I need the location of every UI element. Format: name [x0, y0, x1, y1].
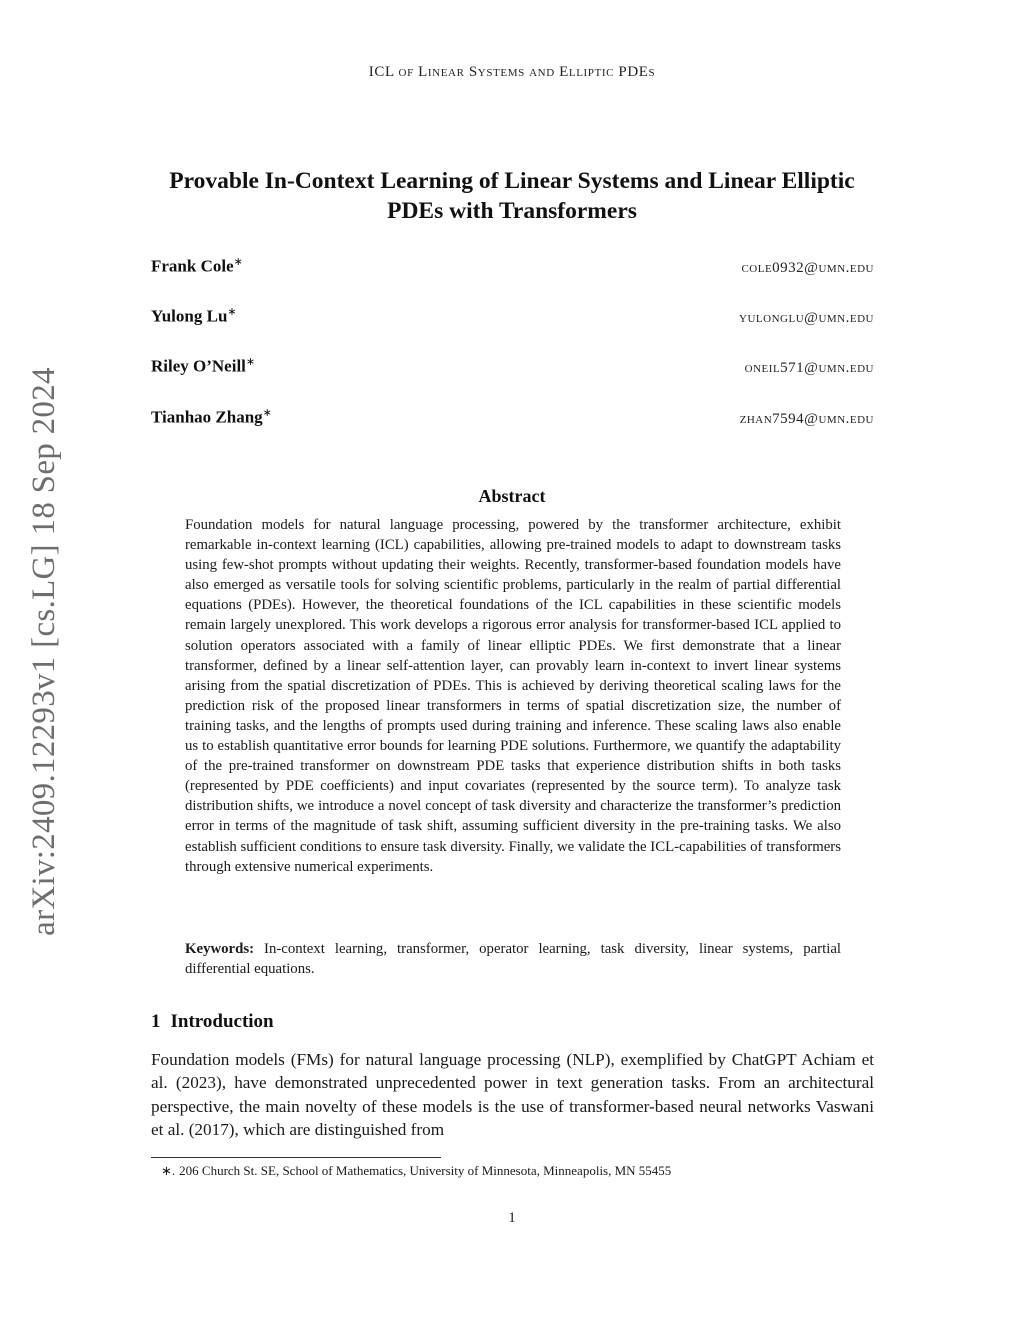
author-row	[151, 355, 874, 377]
keywords	[185, 939, 841, 979]
footnote-divider	[151, 1157, 441, 1158]
page-number: 1	[508, 1210, 516, 1226]
affiliation-footnote: ∗. 206 Church St. SE, School of Mathematics, University of Minnesota, Minneapolis, MN 55455	[161, 1163, 672, 1178]
author-email[interactable]: oneil571@umn.edu	[744, 359, 874, 376]
abstract-heading: Abstract	[478, 486, 546, 506]
running-head: ICL of Linear Systems and Elliptic PDEs	[368, 64, 656, 80]
section-heading-introduction: 1 Introduction	[151, 1011, 274, 1032]
author-email[interactable]: yulonglu@umn.edu	[739, 309, 874, 326]
author-name: Riley O’Neill∗	[151, 356, 256, 376]
keywords-text: In-context learning, transformer, operator learning, task diversity, linear systems, partial differential equations.	[185, 941, 841, 978]
introduction-paragraph: Foundation models (FMs) for natural language processing (NLP), exemplified by ChatGPT Achiam et al. (2023), have demonstrated unprecedented power in text generation tasks. From an architectural perspective, the main novelty of these models is the use of transformer-based neural networks Vaswani et al. (2017), which are distinguished from	[151, 1050, 874, 1140]
paper-title: Provable In-Context Learning of Linear Systems and Linear Elliptic PDEs with Transformers	[169, 168, 855, 224]
author-name: Frank Cole∗	[151, 256, 243, 276]
arxiv-identifier-stamp	[24, 356, 64, 946]
author-row	[151, 406, 874, 428]
abstract-body: Foundation models for natural language processing, powered by the transformer architecture, exhibit remarkable in-context learning (ICL) capabilities, allowing pre-trained models to adapt to downstream tasks using few-shot prompts without updating their weights. Recently, transformer-based foundation models have also emerged as versatile tools for solving scientific problems, particularly in the realm of partial differential equations (PDEs). However, the theoretical foundations of the ICL capabilities in these scientific models remain largely unexplored. This work develops a rigorous error analysis for transformer-based ICL applied to solution operators associated with a family of linear elliptic PDEs. We first demonstrate that a linear transformer, defined by a linear self-attention layer, can provably learn in-context to invert linear systems arising from the spatial discretization of PDEs. This is achieved by deriving theoretical scaling laws for the prediction risk of the proposed linear transformers in terms of spatial discretization size, the number of training tasks, and the lengths of prompts used during training and inference. These scaling laws also enable us to establish quantitative error bounds for learning PDE solutions. Furthermore, we quantify the adaptability of the pre-trained transformer on downstream PDE tasks that experience distribution shifts in both tasks (represented by PDE coefficients) and input covariates (represented by the source term). To analyze task distribution shifts, we introduce a novel concept of task diversity and characterize the transformer’s prediction error in terms of the magnitude of task shift, assuming sufficient diversity in the pre-training tasks. We also establish sufficient conditions to ensure task diversity. Finally, we validate the ICL-capabilities of transformers through extensive numerical experiments.	[185, 517, 841, 875]
author-row	[151, 305, 874, 327]
author-email[interactable]: cole0932@umn.edu	[741, 259, 874, 276]
author-name: Tianhao Zhang∗	[151, 407, 272, 427]
author-email[interactable]: zhan7594@umn.edu	[739, 410, 874, 427]
arxiv-stamp-text: arXiv:2409.12293v1 [cs.LG] 18 Sep 2024	[25, 366, 62, 936]
author-row	[151, 255, 874, 277]
author-name: Yulong Lu∗	[151, 306, 237, 326]
keywords-label: Keywords:	[185, 941, 255, 957]
